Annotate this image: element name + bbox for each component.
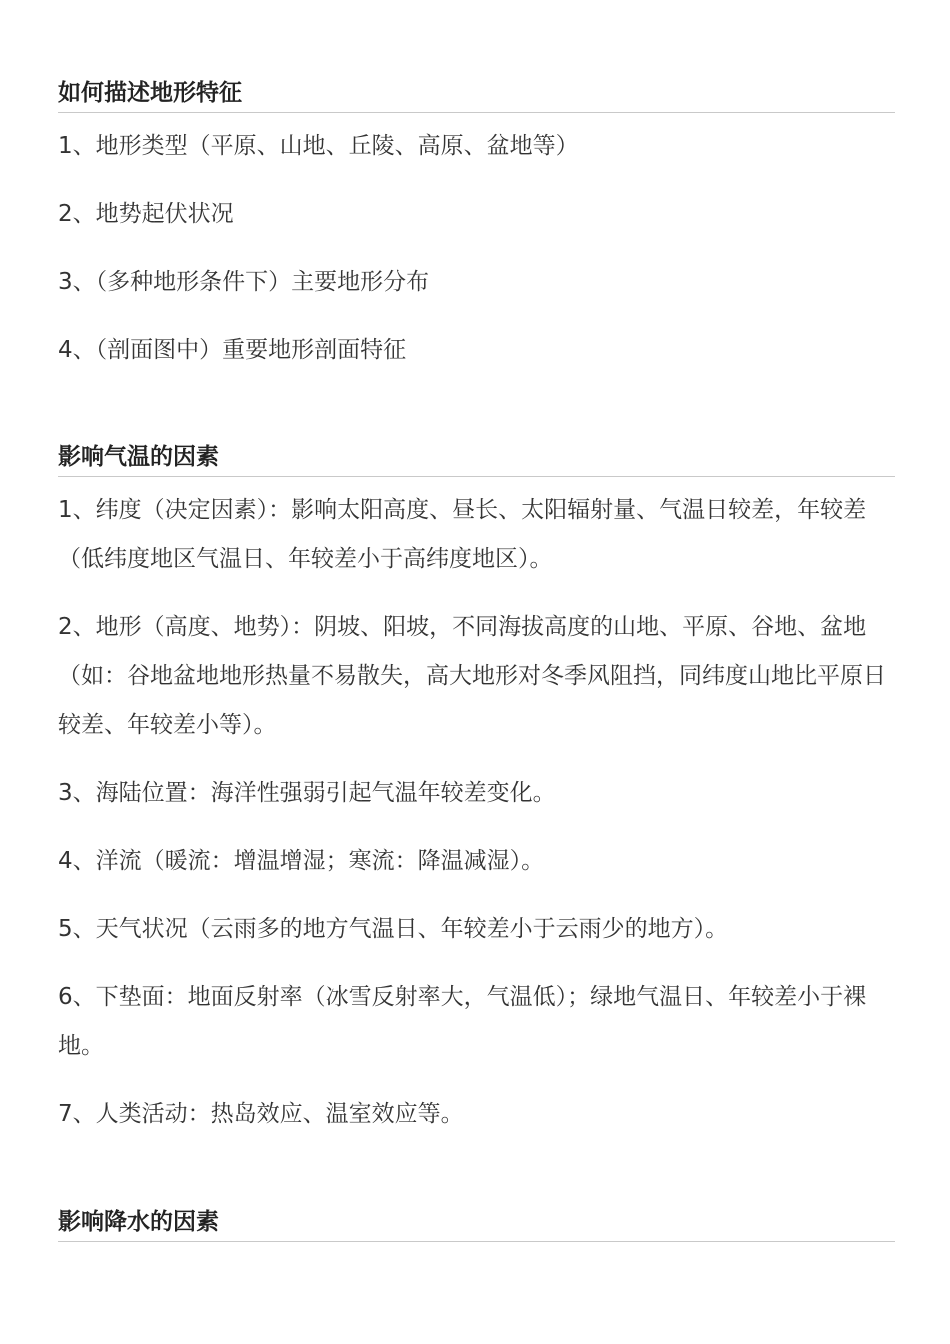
list-item: 1、地形类型（平原、山地、丘陵、高原、盆地等） <box>58 133 579 159</box>
section-body <box>58 486 895 1139</box>
section-heading: 如何描述地形特征 <box>58 76 895 113</box>
section-heading: 影响气温的因素 <box>58 440 895 477</box>
list-item: 4、洋流（暖流：增温增湿；寒流：降温减湿）。 <box>58 848 545 874</box>
list-item: 3、海陆位置：海洋性强弱引起气温年较差变化。 <box>58 780 556 806</box>
list-item: 4、（剖面图中）重要地形剖面特征 <box>58 337 407 363</box>
list-item: 7、人类活动：热岛效应、温室效应等。 <box>58 1101 464 1127</box>
list-item: 2、地势起伏状况 <box>58 201 234 227</box>
section-terrain-features <box>58 76 895 375</box>
list-item: 1、纬度（决定因素）：影响太阳高度、昼长、太阳辐射量、气温日较差，年较差（低纬度地区气温日、年较差小于高纬度地区）。 <box>58 497 867 572</box>
section-heading: 影响降水的因素 <box>58 1205 895 1242</box>
section-temperature-factors <box>58 440 895 1139</box>
section-precipitation-factors <box>58 1205 895 1242</box>
list-item: 6、下垫面：地面反射率（冰雪反射率大，气温低）；绿地气温日、年较差小于裸地。 <box>58 984 867 1059</box>
list-item: 3、（多种地形条件下）主要地形分布 <box>58 269 430 295</box>
list-item: 5、天气状况（云雨多的地方气温日、年较差小于云雨少的地方）。 <box>58 916 729 942</box>
list-item: 2、地形（高度、地势）：阴坡、阳坡，不同海拔高度的山地、平原、谷地、盆地（如：谷地盆地地形热量不易散失，高大地形对冬季风阻挡，同纬度山地比平原日较差、年较差小等）。 <box>58 614 886 738</box>
section-body <box>58 122 895 375</box>
